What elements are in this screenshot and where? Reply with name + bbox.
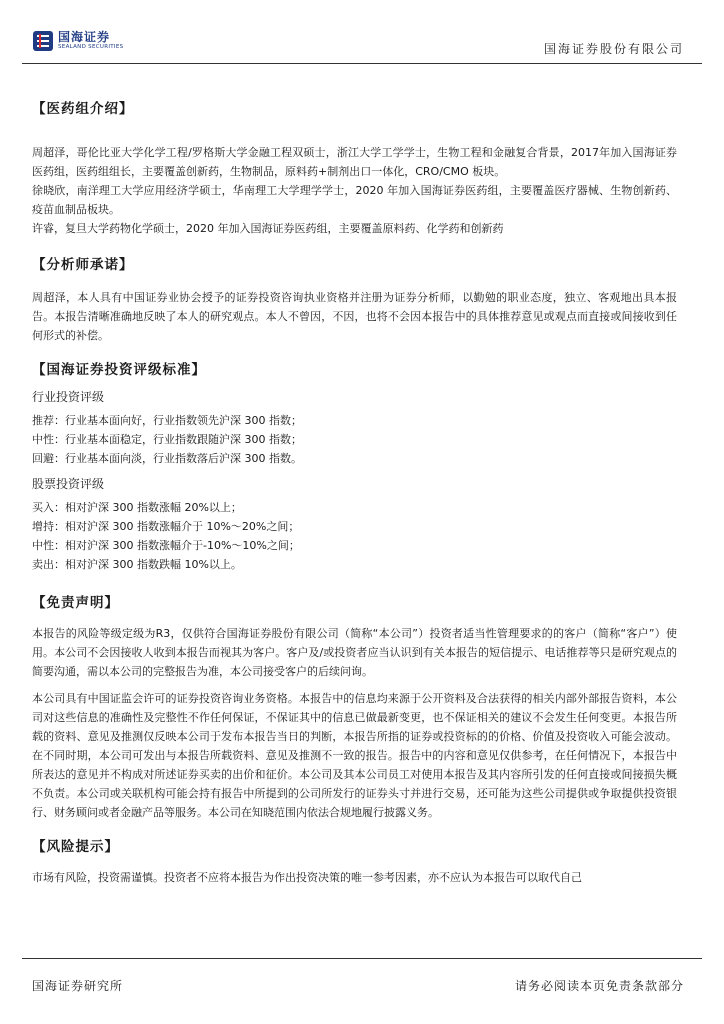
page-content (32, 98, 677, 887)
industry-rating-avoid: 回避：行业基本面向淡，行业指数落后沪深 300 指数。 (32, 452, 302, 465)
stock-rating-overweight: 增持：相对沪深 300 指数涨幅介于 10%～20%之间； (32, 520, 300, 533)
stock-rating-neutral: 中性：相对沪深 300 指数涨幅介于-10%～10%之间； (32, 539, 300, 552)
sealand-logo-icon (32, 30, 54, 52)
company-logo (32, 30, 123, 52)
company-name: 国海证券股份有限公司 (543, 42, 684, 56)
team-member-2: 徐晓欣，南洋理工大学应用经济学硕士，华南理工大学理学学士，2020 年加入国海证券医药组，主要覆盖医疗器械、生物创新药、疫苗血制品板块。 (32, 184, 677, 216)
industry-rating-title: 行业投资评级 (32, 390, 105, 404)
logo-cn-text: 国海证券 (58, 30, 111, 45)
risk-section-title: 【风险提示】 (32, 839, 119, 855)
disclaimer-section-title: 【免责声明】 (32, 595, 119, 611)
stock-rating-sell: 卖出：相对沪深 300 指数跌幅 10%以上。 (32, 558, 242, 571)
industry-rating-neutral: 中性：行业基本面稳定，行业指数跟随沪深 300 指数； (32, 433, 302, 446)
disclaimer-para-2: 本公司具有中国证监会许可的证券投资咨询业务资格。本报告中的信息均来源于公开资料及合法获得的相关内部外部报告资料，本公司对这些信息的准确性及完整性不作任何保证，不保证其中的信息已做最新变更，也不保证相关的建议不会发生任何变更。本报告所载的资料、意见及推测仅反映本公司于发布本报告当日的判断，本报告所指的证券或投资标的的价格、价值及投资收入可能会波动。在不同时期，本公司可发出与本报告所载资料、意见及推测不一致的报告。报告中的内容和意见仅供参考，在任何情况下，本报告中所表达的意见并不构成对所述证券买卖的出价和征价。本公司及其本公司员工对使用本报告及其内容所引发的任何直接或间接损失概不负责。本公司或关联机构可能会持有报告中所提到的公司所发行的证券头寸并进行交易，还可能为这些公司提供或争取提供投资银行、财务顾问或者金融产品等服务。本公司在知晓范围内依法合规地履行披露义务。 (32, 692, 677, 819)
disclaimer-para-1: 本报告的风险等级定级为R3，仅供符合国海证券股份有限公司（简称“本公司”）投资者适当性管理要求的的客户（简称“客户”）使用。本公司不会因接收人收到本报告而视其为客户。客户及/或投资者应当认识到有关本报告的短信提示、电话推荐等只是研究观点的简要沟通，需以本公司的完整报告为准，本公司接受客户的后续问询。 (32, 627, 677, 678)
stock-rating-buy: 买入：相对沪深 300 指数涨幅 20%以上； (32, 501, 242, 514)
footer-notice: 请务必阅读本页免责条款部分 (514, 979, 684, 993)
header-divider (22, 63, 702, 64)
pledge-text: 周超泽，本人具有中国证券业协会授予的证券投资咨询执业资格并注册为证券分析师，以勤勉的职业态度，独立、客观地出具本报告。本报告清晰准确地反映了本人的研究观点。本人不曾因，不因，也将不会因本报告中的具体推荐意见或观点而直接或间接收到任何形式的补偿。 (32, 291, 677, 342)
risk-text: 市场有风险，投资需谨慎。投资者不应将本报告为作出投资决策的唯一参考因素，亦不应认为本报告可以取代自己 (32, 871, 582, 884)
team-section-title: 【医药组介绍】 (32, 101, 134, 117)
logo-en-text: SEALAND SECURITIES (58, 44, 124, 51)
team-member-3: 许睿，复旦大学药物化学硕士，2020 年加入国海证券医药组，主要覆盖原料药、化学药和创新药 (32, 222, 504, 235)
footer-divider (22, 958, 702, 959)
industry-rating-recommend: 推荐：行业基本面向好，行业指数领先沪深 300 指数； (32, 414, 302, 427)
rating-section-title: 【国海证券投资评级标准】 (32, 362, 206, 378)
footer-institute: 国海证券研究所 (32, 979, 124, 993)
pledge-section-title: 【分析师承诺】 (32, 257, 134, 273)
page-header (32, 28, 684, 62)
stock-rating-title: 股票投资评级 (32, 477, 105, 491)
team-member-1: 周超泽，哥伦比亚大学化学工程/罗格斯大学金融工程双硕士，浙江大学工学学士，生物工程和金融复合背景，2017年加入国海证券医药组，医药组组长，主要覆盖创新药，生物制品，原料药+制剂出口一体化，CRO/CMO 板块。 (32, 146, 677, 178)
